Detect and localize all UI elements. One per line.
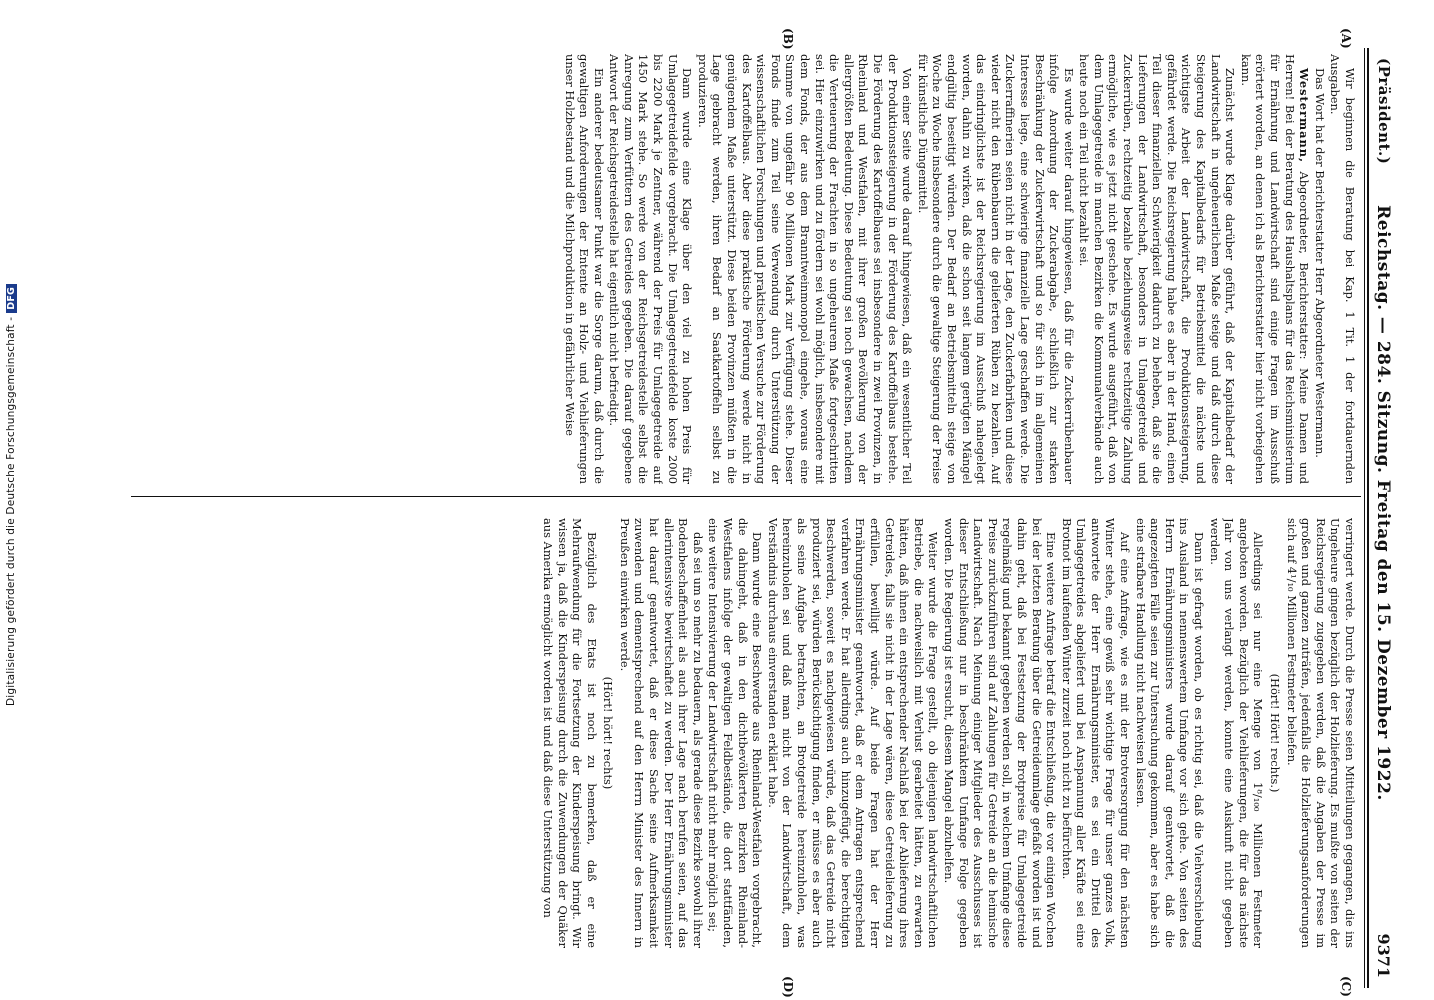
paragraph	[1133, 518, 1206, 948]
paragraph-text: Dann wurde eine Klage über den viel zu hohen Preis für Umlagegetreidefelde vorgebracht. Die Umlagegetreidefelde koste 2000 bis 2200 Mark je Zentner, während der Preis für Umlagegetreide auf 1450 Mark stehe. So werde von der Reichsgetreidestelle selbst die Anregung zum Verfüttern des Getreides gegeben. Die darauf gegebene Antwort der Reichsgetreidestelle hat eigentlich nicht befriedigt.	[607, 54, 695, 484]
paragraph-text: daß sei um so mehr zu bedauern, als gerade diese Bezirke sowohl ihrer Bodenbeschaffenheit als auch ihrer Lage nach berufen seien, auf das allerintensivste bewirtschaftet zu werden. Der Herr Ernährungsminister hat darauf geantwortet, daß er diese Sache seine Aufmerksamkeit zuwenden und dementsprechend auf den Herrn Minister des Innern in Preußen einwirken werde.	[617, 518, 705, 948]
paragraph-text: Dann ist gefragt worden, ob es richtig sei, daß die Viehverschiebung ins Ausland in nennenswertem Umfange vor sich gehe. Von seiten des Herrn Ernährungsministers wurde darauf geantwortet, daß die angezeigten Fälle seien zur Untersuchung gekommen, aber es habe sich eine strafbare Handlung nicht nachweisen lassen.	[1133, 518, 1207, 948]
margin-mark-c: (C)	[1339, 976, 1353, 997]
digitization-credit	[5, 5, 19, 985]
interjection: (Hört! Hört! rechts.)	[1268, 673, 1283, 793]
paragraph-text: Dann wurde eine Beschwerde aus Rheinland-Westfalen vorgebracht, die dahingeht, daß in den dichtbevölkerten Bezirken Rheinland-Westfalens infolge der gewaltigen Feldbestände, die dort stattfänden, eine weitere Intensivierung der Landwirtschaft nicht mehr möglich sei;	[706, 518, 765, 948]
credit-text: Digitalisierung gefördert durch die Deutsche Forschungsgemeinschaft -	[5, 316, 17, 707]
left-column	[107, 54, 1357, 484]
paragraph	[1328, 54, 1357, 484]
paragraph	[617, 518, 705, 948]
header-rule-thin	[1364, 48, 1365, 988]
paragraph	[607, 54, 695, 484]
header-speaker: (Präsident.)	[1375, 58, 1393, 165]
margin-mark-d: (D)	[781, 976, 795, 998]
right-column	[107, 518, 1357, 948]
margin-mark-b: (B)	[781, 28, 795, 50]
paragraph-text: Das Wort hat der Berichterstatter Herr Abgeordneter Westermann.	[1312, 68, 1327, 458]
dfg-logo: DFG	[6, 284, 17, 313]
paragraph	[1312, 54, 1327, 484]
paragraph-text: Zunächst wurde Klage darüber geführt, daß der Kapitalbedarf der Landwirtschaft in ungeheuerlichem Maße steige und daß durch diese Steigerung des Kapitalbedarfs für Betriebsmittel die nächste und wichtigste Arbeit der Landwirtschaft, die Produktionssteigerung, gefährdet werde. Die Reichsregierung habe es aber in der Hand, einen Teil dieser finanziellen Schwierigkeit dadurch zu beheben, daß sie die Lieferungen der Landwirtschaft, besonders in Umlagegetreide und Zuckerrüben, rechtzeitig bezahle beziehungsweise rechtzeitige Zahlung ermögliche, wie es jetzt nicht geschehe. Es wurde ausgeführt, daß von dem Umlagegetreide in manchen Bezirken die Kommunalverbände auch heute noch ein Teil nicht bezahlt sei.	[1077, 54, 1238, 484]
paragraph	[695, 54, 914, 484]
paragraph-text: verringert werde. Durch die Presse seien Mitteilungen gegangen, die ins Ungeheure gingen bezüglich der Holzlieferung. Es mußte von seiten der Reichsregierung zugegeben werden, daß die Angaben der Presse im großen und ganzen zuträfen, jedenfalls die Holzlieferungsanforderungen sich auf 4¹/₁₀ Millionen Festmeter beliefen.	[1284, 518, 1357, 948]
paragraph	[941, 518, 1058, 948]
paragraph	[1077, 54, 1238, 484]
paragraph	[1238, 54, 1311, 484]
paragraph-text: Abgeordneter, Berichterstatter: Meine Damen und Herren! Bei der Beratung des Haushaltsplans für das Reichsministerium für Ernährung und Landwirtschaft sind einige Fragen im Ausschuß erörtert worden, an denen ich als Berichterstatter hier nicht vorbeigehen kann.	[1238, 54, 1312, 484]
paragraph-text: Weiter wurde die Frage gestellt, ob diejenigen landwirtschaftlichen Betriebe, die nachweislich mit Verlust gearbeitet hätten, zu erwarten hätten, daß ihnen ein entsprechender Nachlaß bei der Ablieferung ihres Getreides, falls sie nicht in der Lage wären, diese Getreidelieferung zu erfüllen, bewilligt würde. Auf beide Fragen hat der Herr Ernährungsminister geantwortet, daß er dem Antragen entsprechend verfahren werde. Er hat allerdings auch hinzugefügt, die berechtigten Beschwerden, soweit es nachgewiesen würde, daß das Getreide nicht produziert sei, würden Berücksichtigung finden, er müsse es aber auch als seine Aufgabe betrachten, an Brotgetreide hereinzuholen, was hereinzuholen sei und daß man nicht von der Landwirtschaft, dem Verständnis durchaus einverstanden erklärt habe.	[765, 518, 941, 948]
page-number: 9371	[1374, 933, 1393, 978]
header-title: Reichstag. — 284. Sitzung. Freitag den 15. Dezember 1922.	[1373, 205, 1393, 801]
interjection: (Hört! hört! rechts)	[601, 676, 616, 790]
page-header	[1365, 18, 1395, 988]
header-rule	[1367, 48, 1369, 988]
speaker-name: Westermann,	[1297, 68, 1312, 163]
paragraph-text: Ein anderer bedeutsamer Punkt war die Sorge darum, daß durch die gewaltigen Anforderungen der Entente an Holz- und Viehlieferungen unser Holzbestand und die Milchproduktion in gefährlicher Weise	[562, 54, 606, 484]
paragraph	[915, 54, 1076, 484]
paragraph	[1059, 518, 1132, 948]
paragraph	[765, 518, 940, 948]
column-divider	[131, 496, 1361, 497]
paragraph-text: Auf eine Anfrage, wie es mit der Brotversorgung für den nächsten Winter stehe, eine gewiß sehr wichtige Frage für unser ganzes Volk, antwortete der Herr Ernährungsminister, es sei ein Drittel des Umlagegetreides abgeliefert und bei Anspannung aller Kräfte sei eine Brotnot im laufenden Winter zurzeit noch nicht zu befürchten.	[1059, 518, 1133, 948]
rotated-page-content	[105, 18, 1395, 998]
paragraph-text: Wir beginnen die Beratung bei Kap. 1 Tit. 1 der fortdauernden Ausgaben.	[1328, 54, 1357, 484]
paragraph	[562, 54, 606, 484]
paragraph-text: Allerdings sei nur eine Menge von 1⁸/₁₀₀ Millionen Festmeter angeboten worden. Bezüglich der Viehlieferungen, die für das nächste Jahr von uns verlangt werden, konnte eine Auskunft nicht gegeben werden.	[1207, 518, 1266, 948]
paragraph-text: Eine weitere Anfrage betraf die Entschließung, die vor einigen Wochen bei der letzten Beratung über die Getreideumlage gefaßt worden ist und dahin geht, daß bei Festsetzung der Brotpreise für Umlagegetreide regelmäßig und bekannt gegeben werden soll, in welchem Umfange diese Preise zurückzuführen sind auf Zahlungen für Getreide an die heimische Landwirtschaft. Nach Meinung einiger Mitglieder des Ausschusses ist dieser Entschließung nur in beschränktem Umfange Folge gegeben worden. Die Regierung ist ersucht, diesem Mangel abzuhelfen.	[941, 518, 1059, 948]
paragraph	[706, 518, 764, 948]
margin-mark-a: (A)	[1339, 28, 1353, 49]
paragraph	[1284, 518, 1357, 948]
paragraph	[1207, 518, 1265, 948]
paragraph-text: Es wurde weiter darauf hingewiesen, daß für die Zuckerrübenbauer infolge Anordnung der Zuckerabgabe, schließlich zur starken Beschränkung der Zuckerwirtschaft und so für sich in im allgemeinen Interesse liege, eine schwierige finanzielle Lage geschaffen werde. Die Zuckerraffinerien seien nicht in der Lage, den Zuckerfabriken und diese wieder nicht den Rübenbauern die gelieferten Rüben zu bezahlen. Auf das eindringlichste ist der Reichsregierung im Ausschuß nahegelegt worden, dahin zu wirken, daß die schon seit langem gerügten Mängel endgültig beseitigt würden. Der Bedarf an Betriebsmitteln steige von Woche zu Woche insbesondere durch die gewaltige Steigerung der Preise für künstliche Düngemittel.	[915, 54, 1076, 484]
paragraph-text: Bezüglich des Etats ist noch zu bemerken, daß er eine Mehraufwendung für die Fortsetzung der Kinderspeisung bringt. Wir wissen ja, daß die Kinderspeisung durch die Zuwendungen der Quäker aus Amerika ermöglicht worden ist und daß diese Unterstützung von	[540, 518, 599, 948]
paragraph	[540, 518, 598, 948]
paragraph-text: Von einer Seite wurde darauf hingewiesen, daß ein wesentlicher Teil der Produktionssteigerung in der Förderung des Kartoffelbaus bestehe. Die Förderung des Kartoffelbaues sei insbesondere in zwei Provinzen, in Rheinland und Westfalen, mit ihrer großen Bevölkerung von der allergrößten Bedeutung. Diese Bedeutung sei noch gewachsen, nachdem die Verteuerung der Frachten in so ungeheurem Maße fortgeschritten sei. Hier einzuwirken und zu fördern sei wohl möglich, insbesondere mit dem Fonds, der aus dem Branntweinmonopol eingehe, woraus eine Summe von ungefähr 90 Millionen Mark zur Verfügung stehe. Dieser Fonds finde zum Teil seine Verwendung durch Unterstützung der wissenschaftlichen Forschungen und praktischen Versuche zur Förderung des Kartoffelbaus. Aber diese praktische Förderung werde nicht in genügendem Maße unterstützt. Diese beiden Provinzen müßten in die Lage gebracht werden, ihren Bedarf an Saatkartoffeln selbst zu produzieren.	[695, 54, 915, 484]
